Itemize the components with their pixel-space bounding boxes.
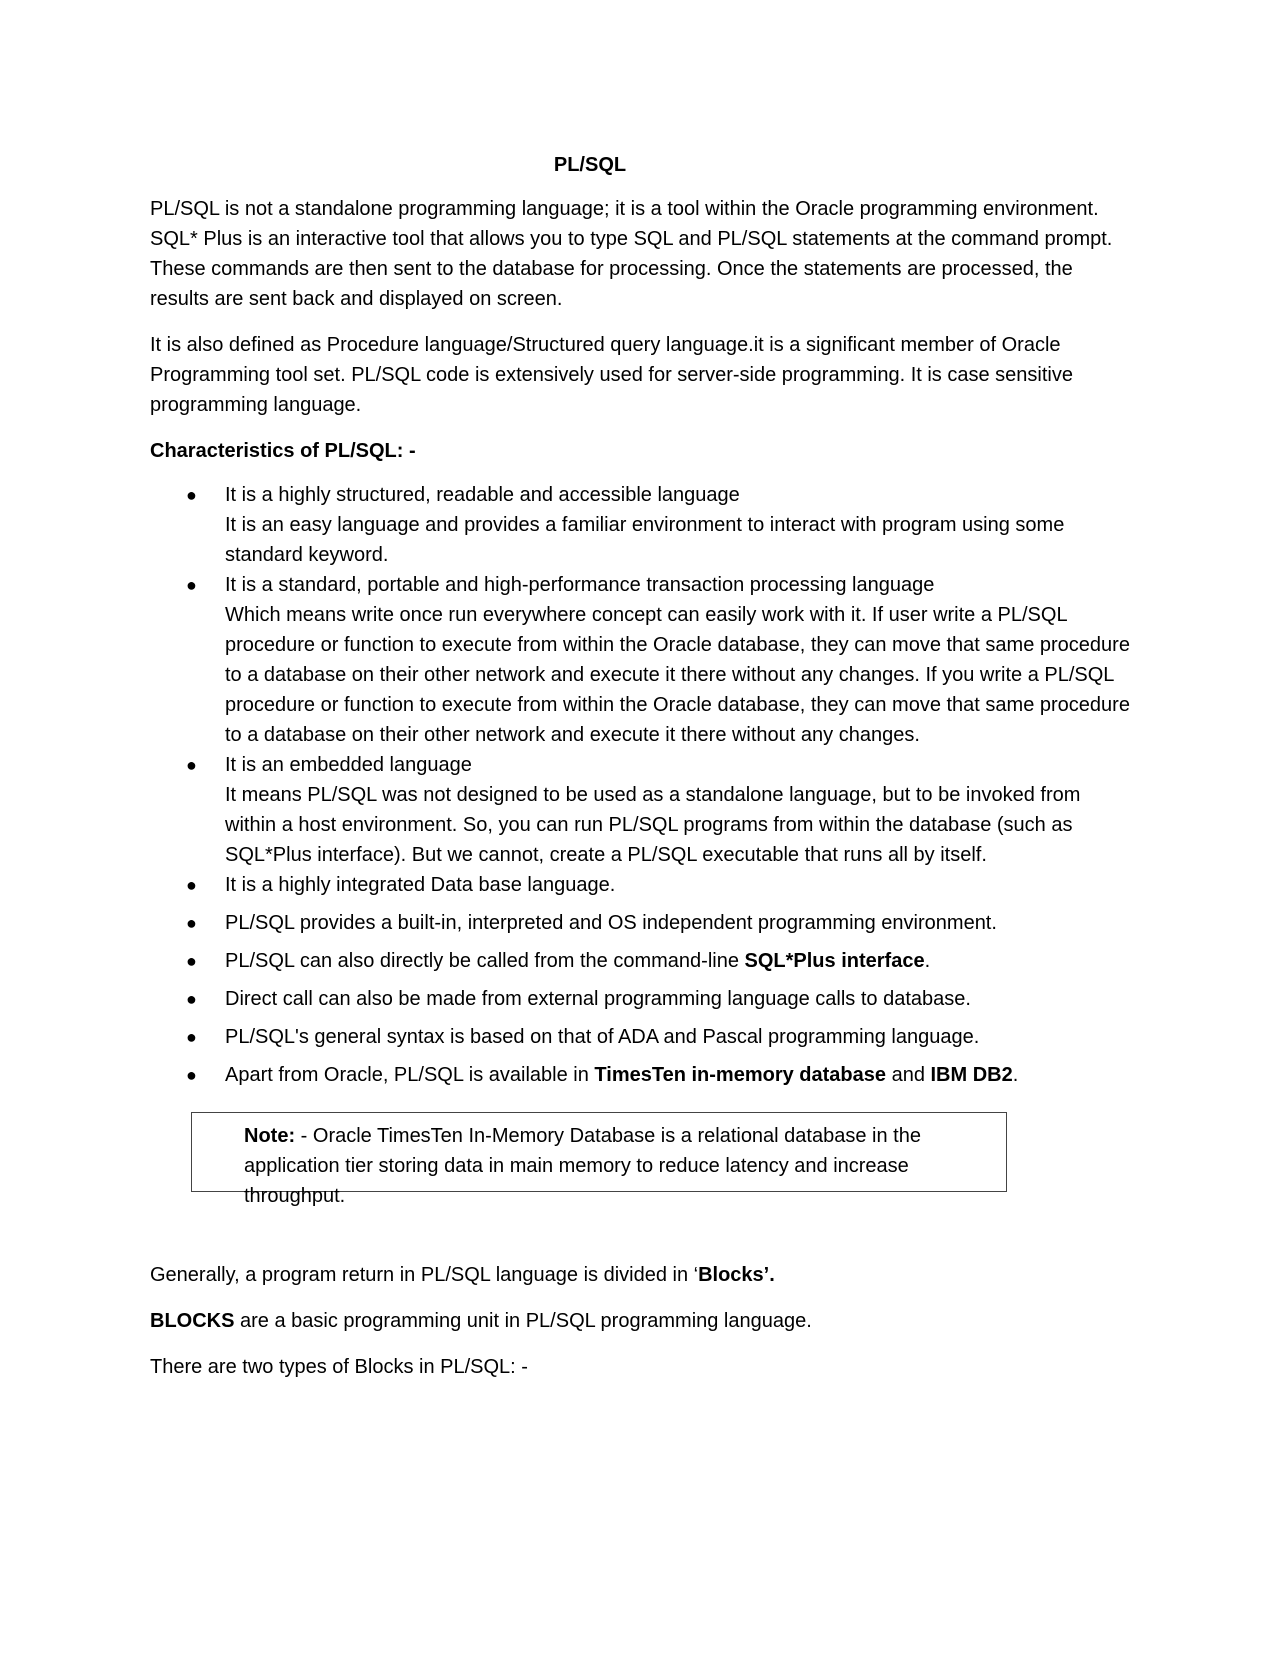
list-item	[150, 570, 1130, 750]
blocks-definition-term: BLOCKS	[150, 1310, 235, 1332]
bullet-icon: ●	[186, 951, 197, 971]
list-item	[150, 984, 1130, 1014]
list-item-text-middle: and	[886, 1064, 931, 1086]
ibm-db2-term: IBM DB2	[930, 1064, 1013, 1086]
intro-paragraph-1: PL/SQL is not a standalone programming language; it is a tool within the Oracle programming environment. SQL* Plus is an interactive tool that allows you to type SQL and PL/SQL statements at the command prompt. These commands are then sent to the database for processing. Once the statements are processed, the results are sent back and displayed on screen.	[150, 198, 1113, 310]
list-item-detail: Which means write once run everywhere concept can easily work with it. If user write a PL/SQL procedure or function to execute from within the Oracle database, they can move that same procedure to a database on their other network and execute it there without any changes. If you write a PL/SQL procedure or function to execute from within the Oracle database, they can move that same procedure to a database on their other network and execute it there without any changes.	[225, 604, 1130, 746]
list-item	[150, 908, 1130, 938]
list-item-text: Direct call can also be made from external programming language calls to database.	[225, 988, 971, 1010]
list-item-text: Apart from Oracle, PL/SQL is available in	[225, 1064, 595, 1086]
bullet-icon: ●	[186, 1027, 197, 1047]
list-item-detail: It means PL/SQL was not designed to be used as a standalone language, but to be invoked from within a host environment. So, you can run PL/SQL programs from within the database (such as SQL*Plus interface). But we cannot, create a PL/SQL executable that runs all by itself.	[225, 784, 1081, 866]
blocks-types-paragraph: There are two types of Blocks in PL/SQL: -	[150, 1356, 528, 1378]
list-item	[150, 1060, 1130, 1090]
bullet-icon: ●	[186, 913, 197, 933]
bullet-icon: ●	[186, 575, 197, 595]
list-item-text: PL/SQL's general syntax is based on that of ADA and Pascal programming language.	[225, 1026, 980, 1048]
blocks-intro-paragraph	[150, 1260, 1130, 1290]
bullet-icon: ●	[186, 485, 197, 505]
bullet-icon: ●	[186, 875, 197, 895]
bullet-icon: ●	[186, 989, 197, 1009]
list-item	[150, 480, 1130, 570]
list-item-text: It is an embedded language	[225, 754, 472, 776]
blocks-term: Blocks’.	[698, 1264, 775, 1286]
list-item-text: It is a highly integrated Data base language.	[225, 874, 616, 896]
characteristics-heading: Characteristics of PL/SQL: -	[150, 440, 416, 462]
blocks-intro-text: Generally, a program return in PL/SQL language is divided in ‘	[150, 1264, 699, 1286]
list-item	[150, 946, 1130, 976]
note-label: Note:	[244, 1125, 296, 1147]
note-text: - Oracle TimesTen In-Memory Database is a relational database in the application tier storing data in main memory to reduce latency and increase throughput.	[244, 1125, 921, 1207]
blocks-definition-paragraph	[150, 1306, 1130, 1336]
list-item	[150, 870, 1130, 900]
list-item-text-end: .	[924, 950, 931, 972]
bullet-icon: ●	[186, 755, 197, 775]
blocks-definition-text: are a basic programming unit in PL/SQL programming language.	[234, 1310, 812, 1332]
list-item-text: PL/SQL can also directly be called from the command-line	[225, 950, 745, 972]
list-item-text: It is a standard, portable and high-performance transaction processing language	[225, 574, 935, 596]
sqlplus-interface-term: SQL*Plus interface	[744, 950, 925, 972]
list-item	[150, 1022, 1130, 1052]
bullet-icon: ●	[186, 1065, 197, 1085]
intro-paragraph-2: It is also defined as Procedure language/Structured query language.it is a significant member of Oracle Programming tool set. PL/SQL code is extensively used for server-side programming. It is case sensitive programming language.	[150, 334, 1073, 416]
list-item-detail: It is an easy language and provides a familiar environment to interact with program using some standard keyword.	[225, 514, 1065, 566]
document-body	[150, 150, 1130, 1398]
list-item-text-end: .	[1012, 1064, 1019, 1086]
page-title: PL/SQL	[553, 154, 627, 176]
list-item	[150, 750, 1130, 870]
note-box	[191, 1112, 1007, 1207]
list-item-text: It is a highly structured, readable and accessible language	[225, 484, 740, 506]
list-item-text: PL/SQL provides a built-in, interpreted and OS independent programming environment.	[225, 912, 997, 934]
timesten-term: TimesTen in-memory database	[594, 1064, 887, 1086]
characteristics-list	[150, 480, 1130, 1090]
